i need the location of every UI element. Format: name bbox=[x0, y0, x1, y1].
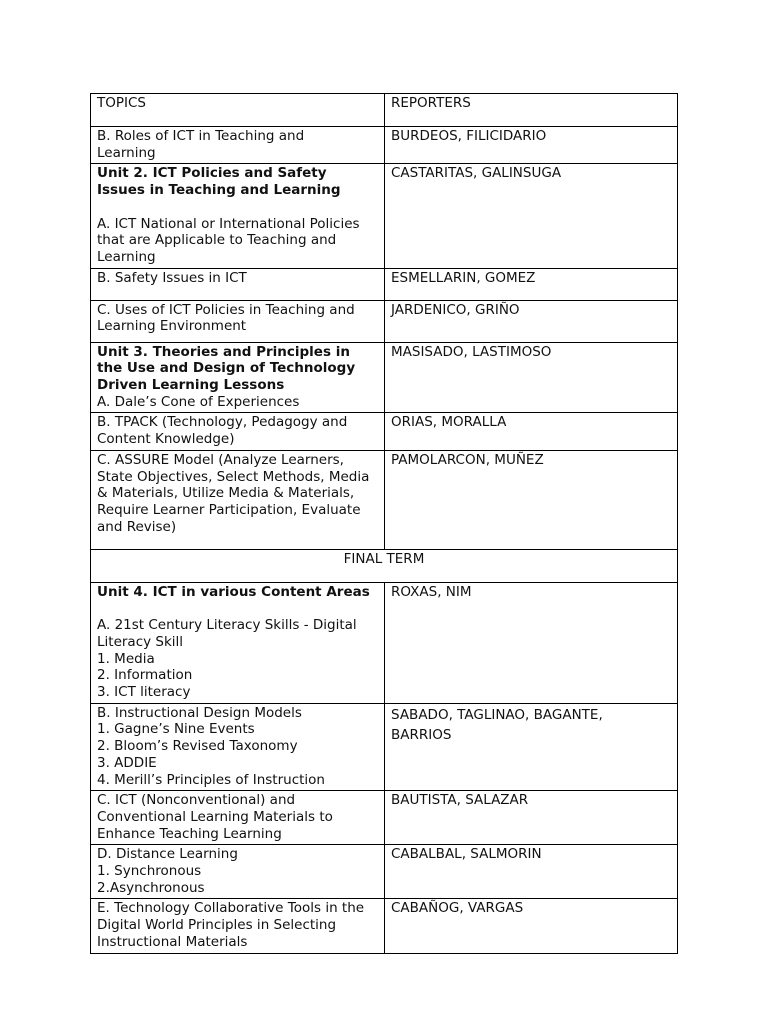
topic-line: Require Learner Participation, Evaluate bbox=[97, 501, 361, 518]
table-row bbox=[91, 127, 678, 164]
topic-cell bbox=[91, 845, 385, 899]
topic-line: Learning Environment bbox=[97, 318, 247, 335]
topic-line: Enhance Teaching Learning bbox=[97, 825, 282, 842]
topic-line: D. Distance Learning bbox=[97, 846, 238, 863]
topic-line: B. Instructional Design Models bbox=[97, 704, 302, 721]
topic-line: A. 21st Century Literacy Skills - Digital bbox=[97, 617, 357, 634]
topic-line: C. ICT (Nonconventional) and bbox=[97, 792, 296, 809]
reporters-cell: CABAÑOG, VARGAS bbox=[385, 899, 678, 953]
reporters-cell: PAMOLARCON, MUÑEZ bbox=[385, 450, 678, 549]
topic-cell bbox=[91, 127, 385, 164]
section-row bbox=[91, 549, 678, 582]
header-row bbox=[91, 94, 678, 127]
header-topics: TOPICS bbox=[91, 94, 385, 127]
reporters-cell: ESMELLARIN, GOMEZ bbox=[385, 268, 678, 300]
topic-line: C. Uses of ICT Policies in Teaching and bbox=[97, 301, 355, 318]
reporters-cell: ROXAS, NIM bbox=[385, 582, 678, 703]
topic-cell bbox=[91, 342, 385, 413]
topic-line: B. Roles of ICT in Teaching and bbox=[97, 128, 305, 144]
topic-line: that are Applicable to Teaching and bbox=[97, 232, 337, 249]
topic-line: & Materials, Utilize Media & Materials, bbox=[97, 485, 355, 502]
topic-line: and Revise) bbox=[97, 518, 177, 535]
topic-line: Learning bbox=[97, 144, 156, 161]
topic-line: 4. Merill’s Principles of Instruction bbox=[97, 771, 325, 788]
topic-line: State Objectives, Select Methods, Media bbox=[97, 468, 370, 485]
unit-heading: Driven Learning Lessons bbox=[97, 377, 285, 394]
topic-cell bbox=[91, 413, 385, 450]
unit-heading: Unit 2. ICT Policies and Safety bbox=[97, 165, 327, 182]
reporters-cell: JARDENICO, GRIÑO bbox=[385, 300, 678, 342]
section-label: FINAL TERM bbox=[91, 549, 678, 582]
table-row bbox=[91, 268, 678, 300]
table-row bbox=[91, 791, 678, 845]
table-row bbox=[91, 845, 678, 899]
topic-line: 2.Asynchronous bbox=[97, 879, 205, 896]
topic-line: Instructional Materials bbox=[97, 933, 248, 950]
table-row bbox=[91, 413, 678, 450]
unit-heading: the Use and Design of Technology bbox=[97, 360, 356, 377]
reporters-cell: BURDEOS, FILICIDARIO bbox=[385, 127, 678, 164]
spacer bbox=[97, 601, 378, 618]
topic-cell bbox=[91, 703, 385, 791]
reporters-cell: ORIAS, MORALLA bbox=[385, 413, 678, 450]
reporters-cell: MASISADO, LASTIMOSO bbox=[385, 342, 678, 413]
topic-line: A. Dale’s Cone of Experiences bbox=[97, 393, 300, 410]
topic-cell bbox=[91, 300, 385, 342]
topic-line: Learning bbox=[97, 248, 156, 265]
topic-cell bbox=[91, 450, 385, 549]
table-body bbox=[91, 94, 678, 954]
topic-cell bbox=[91, 164, 385, 268]
topic-line: Digital World Principles in Selecting bbox=[97, 917, 337, 934]
topic-cell bbox=[91, 268, 385, 300]
spacer bbox=[97, 199, 378, 216]
header-reporters: REPORTERS bbox=[385, 94, 678, 127]
topic-cell bbox=[91, 791, 385, 845]
table-row bbox=[91, 450, 678, 549]
table-row bbox=[91, 703, 678, 791]
topic-cell bbox=[91, 582, 385, 703]
reporters-cell: CASTARITAS, GALINSUGA bbox=[385, 164, 678, 268]
topic-line: B. TPACK (Technology, Pedagogy and bbox=[97, 414, 348, 431]
table-row bbox=[91, 899, 678, 953]
reporting-schedule-table bbox=[90, 93, 678, 954]
table-row bbox=[91, 342, 678, 413]
topic-cell bbox=[91, 899, 385, 953]
topic-line: Conventional Learning Materials to bbox=[97, 808, 333, 825]
topic-line: 1. Media bbox=[97, 650, 155, 667]
unit-heading: Issues in Teaching and Learning bbox=[97, 182, 341, 199]
reporter-line: SABADO, TAGLINAO, BAGANTE, bbox=[391, 706, 603, 723]
reporter-line: BARRIOS bbox=[391, 726, 452, 743]
unit-heading: Unit 3. Theories and Principles in bbox=[97, 343, 350, 360]
topic-line: Content Knowledge) bbox=[97, 431, 235, 448]
topic-line: 1. Synchronous bbox=[97, 863, 202, 880]
topic-line: C. ASSURE Model (Analyze Learners, bbox=[97, 451, 344, 468]
unit-heading: Unit 4. ICT in various Content Areas bbox=[97, 583, 370, 600]
topic-line: 2. Information bbox=[97, 667, 193, 684]
table-row bbox=[91, 582, 678, 703]
reporters-cell: CABALBAL, SALMORIN bbox=[385, 845, 678, 899]
topic-line: 3. ADDIE bbox=[97, 754, 157, 771]
topic-line: 2. Bloom’s Revised Taxonomy bbox=[97, 738, 298, 755]
topic-line: A. ICT National or International Policies bbox=[97, 215, 360, 232]
topic-line: Literacy Skill bbox=[97, 633, 184, 650]
topic-line: 3. ICT literacy bbox=[97, 684, 191, 701]
topic-line: E. Technology Collaborative Tools in the bbox=[97, 900, 365, 917]
topic-line: B. Safety Issues in ICT bbox=[97, 269, 247, 286]
table-row bbox=[91, 300, 678, 342]
reporters-cell: BAUTISTA, SALAZAR bbox=[385, 791, 678, 845]
reporters-cell bbox=[385, 703, 678, 791]
topic-line: 1. Gagne’s Nine Events bbox=[97, 721, 255, 738]
table-row bbox=[91, 164, 678, 268]
